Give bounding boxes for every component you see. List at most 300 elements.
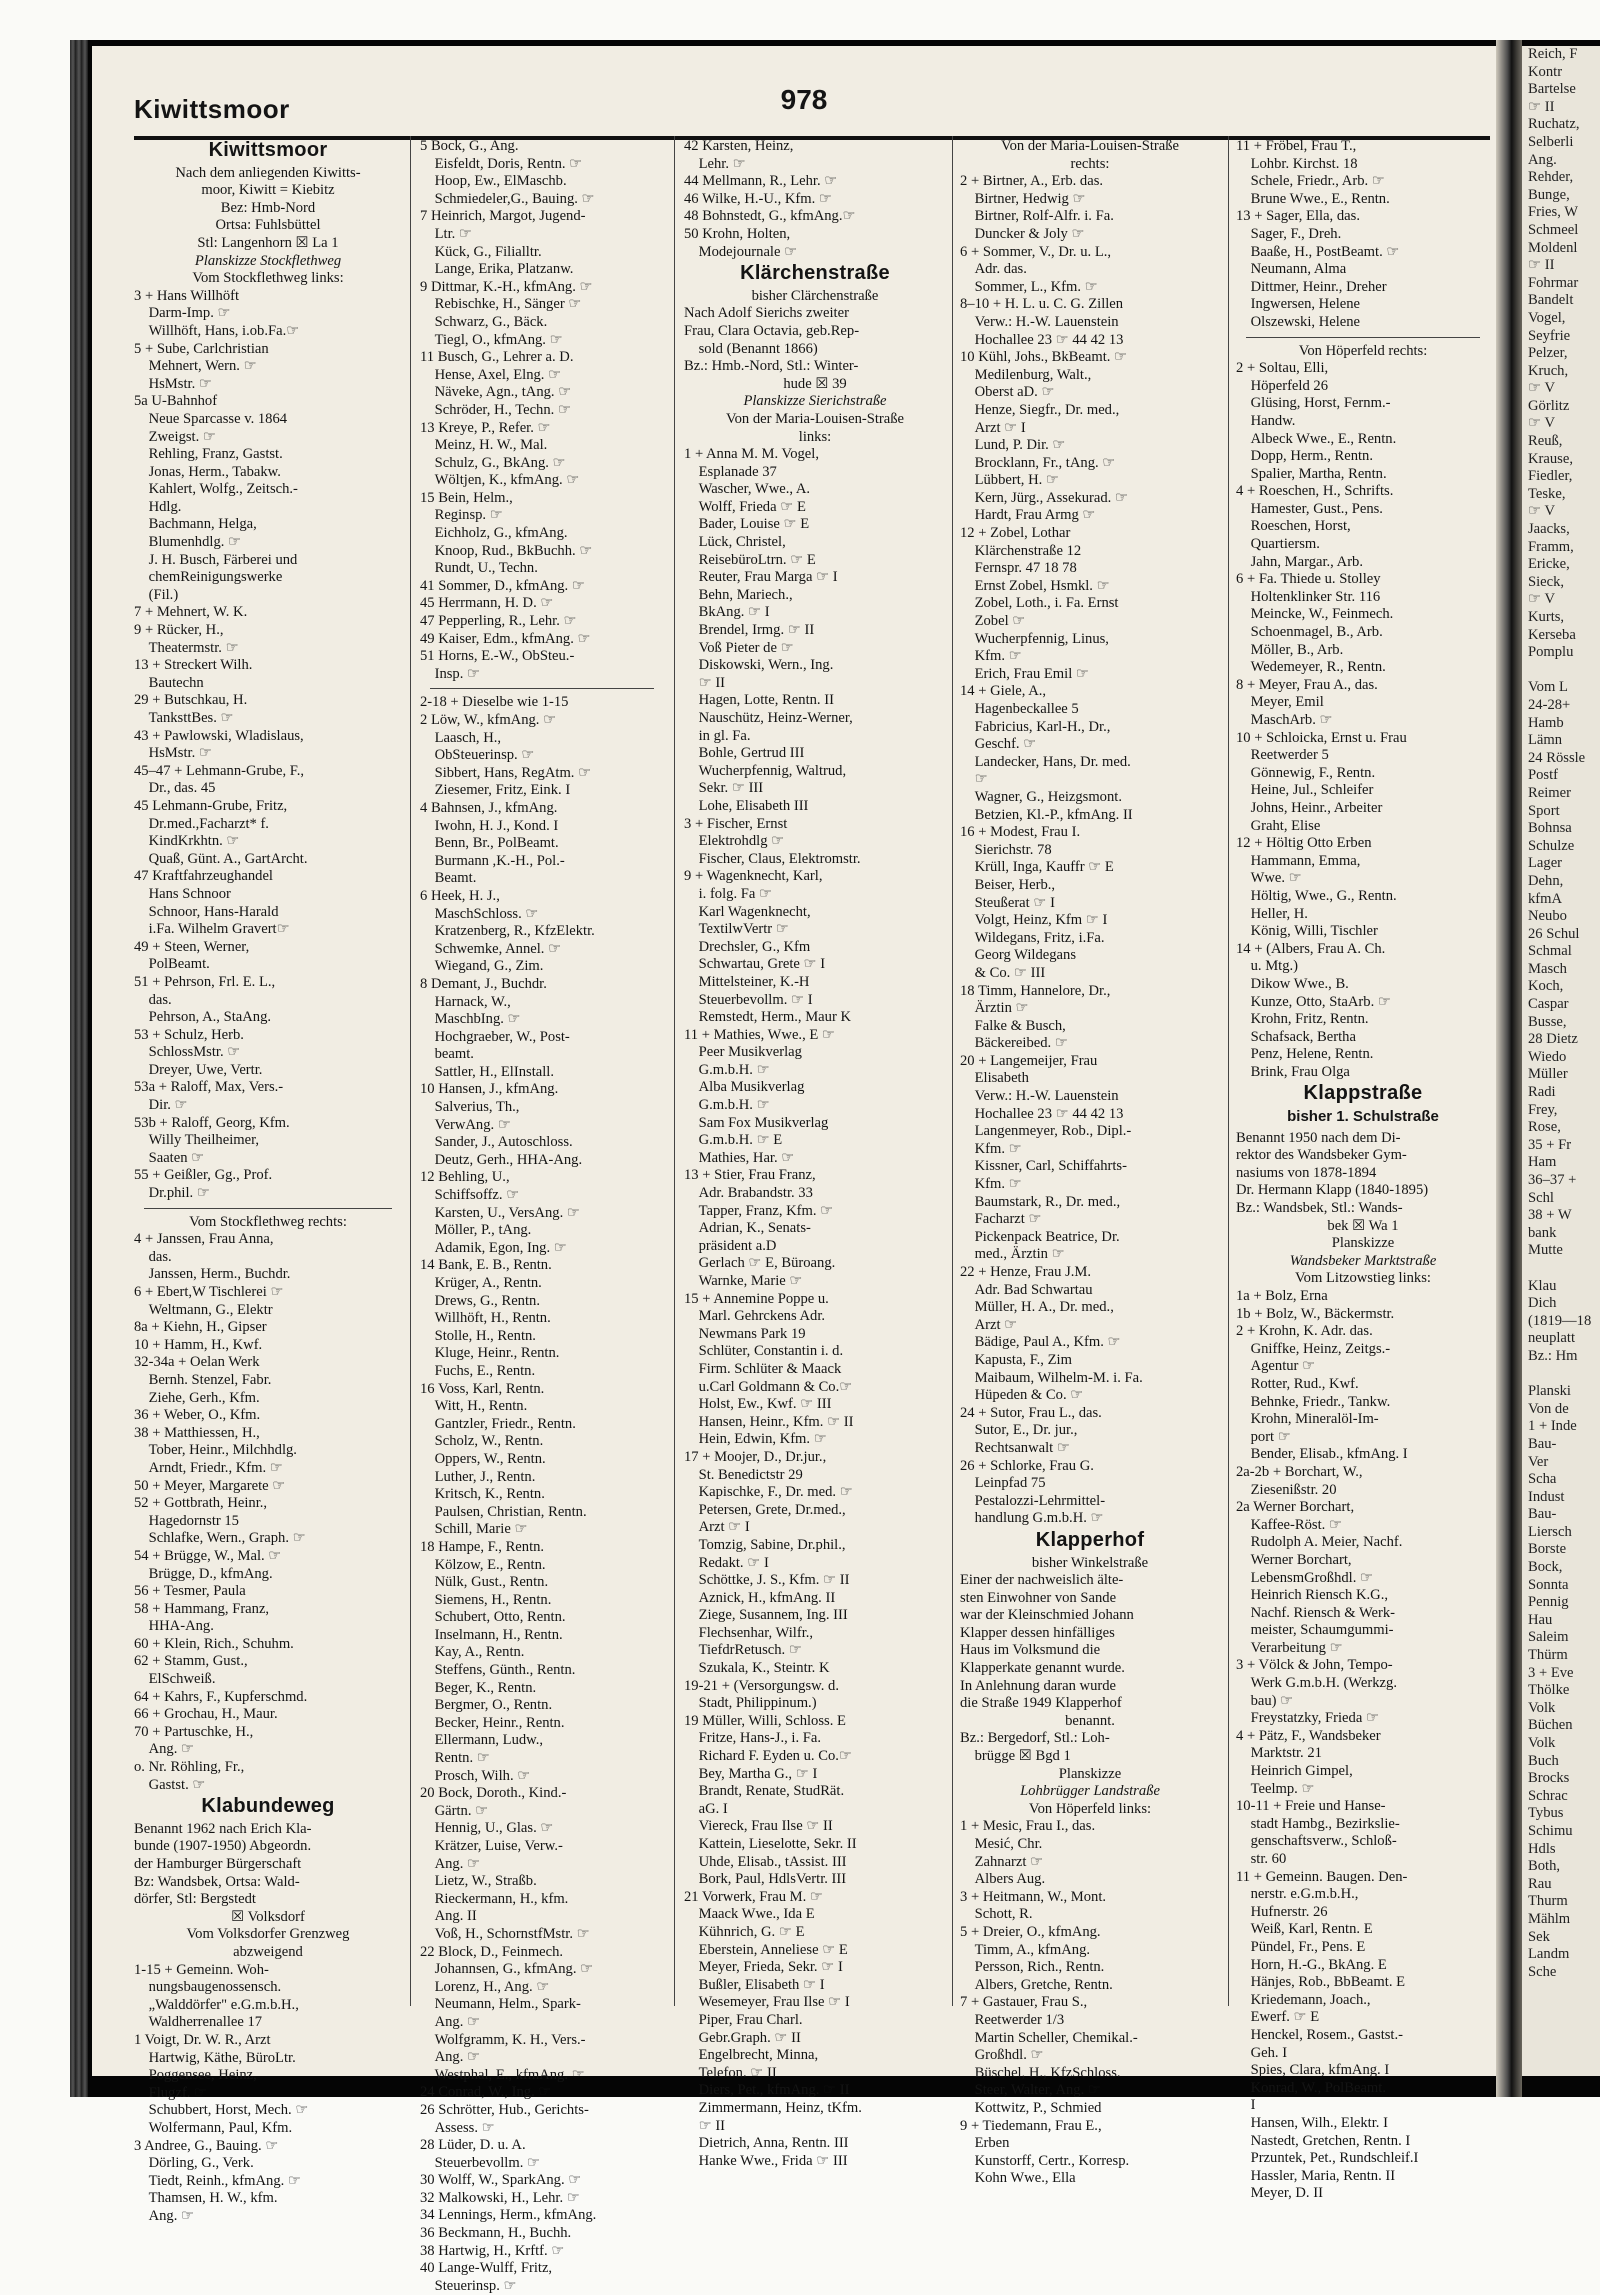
directory-column-4 <box>960 138 1220 2187</box>
directory-entry: o. Nr. Röhling, Fr., <box>134 1759 245 1776</box>
section-note: Von Höperfeld links: <box>1028 1800 1152 1817</box>
directory-entry: 8a + Kiehn, H., Gipser <box>134 1319 267 1336</box>
directory-entry: 42 Karsten, Heinz, <box>684 138 794 154</box>
directory-entry: 38 + Matthiessen, H., <box>134 1424 260 1441</box>
directory-entry: Benn, Br., PolBeamt. <box>420 835 559 852</box>
directory-entry: Martin Scheller, Chemikal.- <box>960 2029 1138 2046</box>
facing-page-fragment: Pelzer, <box>1528 345 1568 362</box>
directory-entry: Falke & Busch, <box>960 1017 1066 1034</box>
directory-column-2 <box>420 138 664 2294</box>
directory-entry: Thamsen, H. W., kfm. <box>134 2190 278 2207</box>
directory-entry: Meincke, W., Feinmech. <box>1236 606 1394 623</box>
directory-entry: Jahn, Margar., Arb. <box>1236 553 1364 570</box>
directory-entry: Adr. Bad Schwartau <box>960 1281 1093 1298</box>
directory-entry: Schöttke, J. S., Kfm. ☞ II <box>684 1572 850 1589</box>
facing-page-fragment: Schl <box>1528 1189 1554 1206</box>
directory-entry: Lund, P. Dir. ☞ <box>960 437 1066 454</box>
directory-entry: Lorenz, H., Ang. ☞ <box>420 1978 550 1995</box>
directory-entry: Steer, Walter, Ang. ☞ <box>960 2082 1101 2099</box>
directory-entry: 44 Mellmann, R., Lehr. ☞ <box>684 173 838 190</box>
directory-entry: 10 + Hamm, H., Kwf. <box>134 1336 263 1353</box>
directory-entry: Reetwerder 1/3 <box>960 2011 1065 2028</box>
directory-entry: Bader, Louise ☞ E <box>684 516 810 533</box>
directory-entry: 3 Andree, G., Bauing. ☞ <box>134 2137 279 2154</box>
facing-page-fragment: Sonnta <box>1528 1576 1569 1593</box>
directory-entry: TanksttBes. ☞ <box>134 710 234 726</box>
directory-entry: das. <box>134 1248 172 1265</box>
directory-entry: 6 Heek, H. J., <box>420 887 500 904</box>
directory-entry: nasiums von 1878-1894 <box>1236 1164 1377 1181</box>
directory-entry: Gerlach ☞ E, Büroang. <box>684 1255 836 1272</box>
plan-reference: Wandsbeker Marktstraße <box>1289 1252 1437 1269</box>
directory-entry: die Straße 1949 Klapperhof <box>960 1695 1122 1712</box>
directory-entry: Richard F. Eyden u. Co.☞ <box>684 1748 852 1765</box>
directory-entry: Saaten ☞ <box>134 1149 205 1166</box>
directory-entry: Bork, Paul, HdlsVertr. III <box>684 1871 847 1888</box>
directory-entry: 8–10 + H. L. u. C. G. Zillen <box>960 296 1124 313</box>
directory-entry: Einer der nachweislich älte- <box>960 1572 1124 1589</box>
directory-entry: Quartiersm. <box>1236 536 1320 553</box>
directory-entry: chemReinigungswerke <box>134 569 283 586</box>
directory-entry: 26 Schrötter, Hub., Gerichts- <box>420 2101 589 2118</box>
street-heading: Klappstraße <box>1303 1082 1423 1105</box>
directory-entry: genschaftsverw., Schloß- <box>1236 1833 1397 1850</box>
directory-entry: Klapperkate genannt wurde. <box>960 1660 1125 1677</box>
directory-entry: Hochallee 23 ☞ 44 42 13 <box>960 331 1124 348</box>
directory-entry: Fuchs, E., Rentn. <box>420 1362 536 1379</box>
directory-entry: Schafsack, Bertha <box>1236 1028 1356 1045</box>
directory-entry: Behn, Mariech., <box>684 586 793 603</box>
facing-page-fragment: Koch, <box>1528 978 1564 995</box>
directory-entry: Ewerf. ☞ E <box>1236 2009 1320 2026</box>
directory-entry: Hufnerstr. 26 <box>1236 1903 1328 1920</box>
facing-page-fragment: Klau <box>1528 1277 1557 1294</box>
directory-entry: In Anlehnung daran wurde <box>960 1677 1117 1694</box>
directory-entry: meister, Schaumgummi- <box>1236 1622 1394 1639</box>
directory-entry: 9 + Tiedemann, Frau E., <box>960 2117 1102 2134</box>
directory-entry: Agentur ☞ <box>1236 1358 1316 1375</box>
directory-entry: Ang. II <box>420 1908 477 1925</box>
directory-entry: Schoenmagel, B., Arb. <box>1236 624 1383 641</box>
directory-entry: Voß, H., SchornstfMstr. ☞ <box>420 1925 590 1942</box>
directory-entry: Kfm. ☞ <box>960 648 1022 665</box>
directory-entry: Birtner, Hedwig ☞ <box>960 190 1086 207</box>
directory-entry: Drechsler, G., Kfm <box>684 938 811 955</box>
directory-entry: 21 Vorwerk, Frau M. ☞ <box>684 1888 824 1905</box>
directory-entry: bau) ☞ <box>1236 1692 1294 1709</box>
directory-entry: Heine, Jul., Schleifer <box>1236 782 1374 799</box>
directory-entry: Betzien, Kl.-P., kfmAng. II <box>960 806 1133 823</box>
directory-entry: Firm. Schlüter & Maack <box>684 1360 842 1377</box>
directory-entry: 19-21 + (Versorgungsw. d. <box>684 1677 839 1694</box>
directory-entry: 5a U-Bahnhof <box>134 393 218 410</box>
directory-entry: Sam Fox Musikverlag <box>684 1114 829 1131</box>
directory-entry: Wolfermann, Paul, Kfm. <box>134 2119 293 2136</box>
directory-entry: Spalier, Martha, Rentn. <box>1236 465 1387 482</box>
directory-entry: aG. I <box>684 1800 728 1817</box>
directory-entry: Stadt, Philippinum.) <box>684 1695 817 1712</box>
directory-entry: Sattler, H., ElInstall. <box>420 1063 554 1080</box>
facing-page-fragment: Teske, <box>1528 485 1566 502</box>
directory-entry: Rechtsanwalt ☞ <box>960 1439 1070 1456</box>
directory-entry: Bz: Wandsbek, Ortsa: Wald- <box>134 1873 300 1890</box>
directory-entry: Beamt. <box>420 870 477 887</box>
directory-entry: 2a Werner Borchart, <box>1236 1499 1355 1516</box>
directory-entry: 11 + Mathies, Wwe., E ☞ <box>684 1026 836 1043</box>
directory-entry: Hammann, Emma, <box>1236 852 1361 869</box>
directory-entry: Persson, Rich., Rentn. <box>960 1959 1105 1976</box>
directory-entry: Wucherpfennig, Linus, <box>960 630 1109 647</box>
directory-entry: Rieckermann, H., kfm. <box>420 1890 569 1907</box>
directory-entry: Werk G.m.b.H. (Werkzg. <box>1236 1675 1397 1692</box>
directory-entry: sold (Benannt 1866) <box>684 340 818 357</box>
directory-entry: Prosch, Wilh. ☞ <box>420 1767 531 1784</box>
directory-entry: Steußerat ☞ I <box>960 894 1055 911</box>
facing-page-fragment: (1819—18 <box>1528 1312 1592 1329</box>
directory-entry: Georg Wildegans <box>960 947 1077 964</box>
facing-page-fragment: ☞ II <box>1528 98 1555 115</box>
facing-page-fragment: Reich, F <box>1528 46 1578 62</box>
directory-entry: Diskowski, Wern., Ing. <box>684 657 834 674</box>
facing-page-fragment: Rau <box>1528 1875 1552 1892</box>
directory-entry: Sommer, L., Kfm. ☞ <box>960 278 1098 295</box>
facing-page-fragment: Lager <box>1528 855 1563 872</box>
directory-entry: (Fil.) <box>134 586 179 603</box>
directory-entry: Volgt, Heinz, Kfm ☞ I <box>960 912 1108 929</box>
directory-entry: 1b + Bolz, W., Bäckermstr. <box>1236 1305 1395 1322</box>
directory-entry: Zweigst. ☞ <box>134 428 216 445</box>
directory-entry: 5 + Dreier, O., kfmAng. <box>960 1923 1101 1940</box>
facing-page-fragment: Hdls <box>1528 1840 1556 1857</box>
directory-entry: 22 + Henze, Frau J.M. <box>960 1264 1092 1280</box>
directory-entry: Albeck Wwe., E., Rentn. <box>1236 430 1397 447</box>
directory-entry: G.m.b.H. ☞ <box>684 1097 770 1114</box>
directory-entry: 8 Demant, J., Buchdr. <box>420 975 547 992</box>
directory-entry: Schmiedeler,G., Bauing. ☞ <box>420 190 595 207</box>
directory-entry: Erben <box>960 2135 1010 2152</box>
directory-entry: Adr. das. <box>960 261 1027 278</box>
facing-page-fragment: ☞ V <box>1528 380 1556 397</box>
directory-entry: Lohbr. Kirchst. 18 <box>1236 155 1358 172</box>
facing-page-fragment: Ericke, <box>1528 556 1570 573</box>
directory-entry: der Hamburger Bürgerschaft <box>134 1856 302 1872</box>
directory-entry: 3 + Heitmann, W., Mont. <box>960 1888 1107 1905</box>
directory-entry: Nülk, Gust., Rentn. <box>420 1574 549 1591</box>
directory-entry: das. <box>134 991 172 1008</box>
directory-entry: Hansen, Heinr., Kfm. ☞ II <box>684 1413 854 1430</box>
directory-entry: brügge ☒ Bgd 1 <box>960 1748 1071 1765</box>
directory-entry: Schubert, Otto, Rentn. <box>420 1609 566 1626</box>
directory-entry: Baumstark, R., Dr. med., <box>960 1193 1121 1210</box>
plan-reference: Planskizze Sierichstraße <box>743 393 887 410</box>
directory-entry: St. Benedictstr 29 <box>684 1466 803 1483</box>
directory-entry: Reuter, Frau Marga ☞ I <box>684 569 838 586</box>
directory-entry: 41 Sommer, D., kfmAng. ☞ <box>420 577 585 594</box>
directory-entry: Gönnewig, F., Rentn. <box>1236 764 1376 781</box>
directory-entry: 2 + Soltau, Elli, <box>1236 360 1329 377</box>
section-note: Vom Litzowstieg links: <box>1295 1270 1431 1287</box>
directory-entry: 45 Herrmann, H. D. ☞ <box>420 595 554 612</box>
directory-entry: Schele, Friedr., Arb. ☞ <box>1236 173 1385 190</box>
directory-entry: Zobel, Loth., i. Fa. Ernst <box>960 595 1119 612</box>
directory-entry: Paulsen, Christian, Rentn. <box>420 1503 587 1520</box>
directory-entry: 62 + Stamm, Gust., <box>134 1653 248 1670</box>
directory-entry: Weiß, Karl, Rentn. E <box>1236 1921 1373 1938</box>
facing-page-fragment: Moldenl <box>1528 239 1578 256</box>
section-note: bek ☒ Wa 1 <box>1327 1217 1399 1234</box>
directory-entry: Benannt 1962 nach Erich Kla- <box>134 1820 312 1837</box>
directory-entry: Dr., das. 45 <box>134 780 216 797</box>
directory-entry: 49 Kaiser, Edm., kfmAng. ☞ <box>420 630 591 647</box>
directory-entry: ReisebüroLtrn. ☞ E <box>684 551 816 568</box>
directory-entry: Lehr. ☞ <box>684 155 746 172</box>
directory-entry: Zobel ☞ <box>960 613 1026 630</box>
section-note: links: <box>798 428 832 445</box>
facing-page-fragment: 36–37 + <box>1528 1172 1577 1188</box>
directory-entry: Mesić, Chr. <box>960 1836 1043 1852</box>
column-divider <box>674 136 675 2006</box>
directory-entry: 1 + Anna M. M. Vogel, <box>684 446 819 463</box>
facing-page-fragment: Buch <box>1528 1752 1559 1769</box>
directory-entry: Arzt ☞ <box>960 1316 1018 1333</box>
directory-entry: Kühnrich, G. ☞ E <box>684 1923 805 1940</box>
directory-entry: präsident a.D <box>684 1237 777 1254</box>
directory-entry: König, Willi, Tischler <box>1236 923 1378 940</box>
facing-page-fragment: ☞ V <box>1528 415 1556 432</box>
directory-entry: 56 + Tesmer, Paula <box>134 1583 246 1600</box>
book-gutter <box>1496 40 1522 2097</box>
facing-page-fragment: Reuß, <box>1528 433 1563 450</box>
directory-entry: nungsbaugenossensch. <box>134 1979 282 1996</box>
section-note: bisher Clärchenstraße <box>751 287 879 304</box>
directory-entry: Willy Theilheimer, <box>134 1132 260 1149</box>
directory-entry: 36 Beckmann, H., Buchh. <box>420 2225 572 2242</box>
directory-entry: Hans Schnoor <box>134 885 231 902</box>
directory-entry: Mittelsteiner, K.-H <box>684 973 810 990</box>
directory-entry: Rundt, U., Techn. <box>420 560 538 577</box>
directory-entry: 8 + Meyer, Frau A., das. <box>1236 676 1378 693</box>
facing-page-fragment: Bau- <box>1528 1435 1557 1452</box>
directory-entry: Neue Sparcasse v. 1864 <box>134 410 288 427</box>
directory-entry: 3 + Hans Willhöft <box>134 287 240 304</box>
facing-page-fragment: Jaacks, <box>1528 521 1570 538</box>
directory-entry: Bachmann, Helga, <box>134 516 257 533</box>
facing-page-fragment: Ang. <box>1528 151 1557 168</box>
directory-entry: Kluge, Heinr., Rentn. <box>420 1345 560 1362</box>
directory-entry: 16 Voss, Karl, Rentn. <box>420 1380 545 1397</box>
facing-page-fragment: kfmA <box>1528 890 1563 907</box>
directory-entry: 3 + Fischer, Ernst <box>684 815 788 832</box>
directory-entry: Dr.phil. ☞ <box>134 1185 210 1202</box>
directory-entry: Schwartau, Grete ☞ I <box>684 956 826 973</box>
column-divider <box>952 136 953 2006</box>
facing-page-fragment: Bohnsa <box>1528 820 1572 837</box>
directory-entry: Eberstein, Anneliese ☞ E <box>684 1941 848 1958</box>
facing-page-fragment: Busse, <box>1528 1013 1567 1030</box>
directory-entry: Krüger, A., Rentn. <box>420 1275 542 1291</box>
directory-entry: MaschArb. ☞ <box>1236 712 1333 728</box>
directory-entry: HsMstr. ☞ <box>134 745 212 762</box>
directory-entry: Ärztin ☞ <box>960 1000 1029 1017</box>
directory-entry: Müller, H. A., Dr. med., <box>960 1299 1114 1316</box>
directory-entry: Klärchenstraße 12 <box>960 542 1082 559</box>
directory-entry: Duncker & Joly ☞ <box>960 225 1085 242</box>
directory-entry: nerstr. e.G.m.b.H., <box>1236 1886 1359 1903</box>
directory-entry: 2a-2b + Borchart, W., <box>1236 1463 1363 1480</box>
directory-entry: Penz, Helene, Rentn. <box>1236 1046 1374 1063</box>
directory-entry: Meyer, D. II <box>1236 2185 1323 2202</box>
facing-page-fragment: Bock, <box>1528 1559 1563 1576</box>
directory-entry: 51 + Pehrson, Frl. E. L., <box>134 973 276 990</box>
directory-entry: Großhdl. ☞ <box>960 2047 1044 2064</box>
facing-page-fragment: Lämn <box>1528 732 1563 749</box>
directory-entry: 60 + Klein, Rich., Schuhm. <box>134 1635 294 1652</box>
directory-entry: Dr.med.,Facharzt* f. <box>134 815 269 832</box>
directory-entry: Lück, Christel, <box>684 534 786 551</box>
directory-entry: u. Mtg.) <box>1236 958 1299 975</box>
directory-entry: Warnke, Marie ☞ <box>684 1273 803 1289</box>
directory-entry: Willhöft, H., Rentn. <box>420 1310 551 1327</box>
directory-entry: Wolfgramm, K. H., Vers.- <box>420 2031 586 2048</box>
directory-entry: Ang. ☞ <box>420 2049 481 2066</box>
directory-entry: Behnke, Friedr., Tankw. <box>1236 1393 1391 1410</box>
street-heading: Klabundeweg <box>201 1795 335 1818</box>
directory-entry: TiefdrRetusch. ☞ <box>684 1642 802 1659</box>
directory-entry: 15 + Annemine Poppe u. <box>684 1290 829 1307</box>
directory-entry: Kaffee-Röst. ☞ <box>1236 1516 1343 1533</box>
directory-entry: Burmann ,K.-H., Pol.- <box>420 852 565 869</box>
directory-entry: Geschf. ☞ <box>960 736 1037 753</box>
directory-column-1 <box>134 138 402 2224</box>
directory-entry: Verarbeitung ☞ <box>1236 1639 1343 1656</box>
directory-entry: Olszewski, Helene <box>1236 313 1361 330</box>
directory-entry: Werner Borchart, <box>1236 1551 1352 1568</box>
directory-entry: Timm, A., kfmAng. <box>960 1941 1091 1958</box>
facing-page-fragment: Von de <box>1528 1400 1569 1417</box>
directory-entry: Facharzt ☞ <box>960 1211 1042 1228</box>
facing-page-fragment: 28 Dietz <box>1528 1031 1578 1048</box>
directory-entry: 18 Hampe, F., Rentn. <box>420 1538 545 1555</box>
directory-entry: Dietrich, Anna, Rentn. III <box>684 2135 849 2152</box>
directory-entry: Baaße, H., PostBeamt. ☞ <box>1236 243 1400 260</box>
directory-entry: 7 + Gastauer, Frau S., <box>960 1994 1088 2011</box>
section-note: Stl: Langenhorn ☒ La 1 <box>197 234 339 251</box>
directory-entry: 51 Horns, E.-W., ObSteu.- <box>420 648 575 665</box>
facing-page-fragment: Hamb <box>1528 714 1564 731</box>
directory-entry: Kfm. ☞ <box>960 1176 1022 1193</box>
directory-entry: 13 Kreye, P., Refer. ☞ <box>420 419 551 436</box>
running-title: Kiwittsmoor <box>134 94 290 124</box>
facing-page-fragment: Ham <box>1528 1154 1557 1171</box>
directory-entry: Ang. ☞ <box>420 1855 481 1872</box>
directory-entry: Schnoor, Hans-Harald <box>134 903 279 920</box>
directory-entry: Sutor, E., Dr. jur., <box>960 1422 1078 1439</box>
facing-page-fragment <box>1522 1366 1600 1384</box>
directory-entry: Bergmer, O., Rentn. <box>420 1697 553 1714</box>
directory-entry: 14 + (Albers, Frau A. Ch. <box>1236 940 1386 957</box>
directory-entry: 22 Block, D., Feinmech. <box>420 1943 564 1960</box>
facing-page-fragment: Pomplu <box>1528 644 1574 661</box>
directory-entry: Fritze, Hans-J., i. Fa. <box>684 1730 822 1747</box>
directory-entry: Krüll, Inga, Kauffr ☞ E <box>960 859 1114 876</box>
facing-page-fragment: Thurm <box>1528 1893 1568 1910</box>
directory-entry: Ziesenißstr. 20 <box>1236 1481 1337 1498</box>
section-rule <box>430 688 654 689</box>
directory-entry: Hagen, Lotte, Rentn. II <box>684 692 834 709</box>
directory-entry: Uhde, Elisab., tAssist. III <box>684 1853 847 1870</box>
directory-entry: Alba Musikverlag <box>684 1079 805 1096</box>
facing-page-fragment: Wiedo <box>1528 1048 1567 1065</box>
facing-page-fragment: Bartelse <box>1528 81 1576 98</box>
facing-page-fragment: Büchen <box>1528 1717 1573 1734</box>
facing-page-fragment: Schulze <box>1528 837 1575 854</box>
directory-entry: Neumann, Helm., Spark- <box>420 1996 581 2013</box>
directory-entry: BkAng. ☞ I <box>684 604 770 621</box>
directory-entry: 32-34a + Oelan Werk <box>134 1354 260 1371</box>
directory-entry: Schlüter, Constantin i. d. <box>684 1343 844 1360</box>
section-note: hude ☒ 39 <box>783 375 847 392</box>
section-note: Vom Stockflethweg rechts: <box>189 1213 347 1230</box>
directory-entry: Kay, A., Rentn. <box>420 1644 525 1661</box>
directory-entry: & Co. ☞ III <box>960 964 1046 981</box>
directory-entry: Peer Musikverlag <box>684 1044 802 1061</box>
directory-column-3 <box>684 138 946 2169</box>
directory-entry: Hein, Edwin, Kfm. ☞ <box>684 1431 827 1448</box>
directory-entry: Deutz, Gerh., HHA-Ang. <box>420 1151 583 1168</box>
section-rule <box>144 1208 392 1209</box>
directory-entry: Gantzler, Friedr., Rentn. <box>420 1415 576 1432</box>
directory-entry: MaschSchloss. ☞ <box>420 905 539 922</box>
directory-entry: Diers, Pet., kfmAng. ☞ II <box>684 2082 850 2099</box>
facing-page-fragment: ☞ V <box>1528 591 1556 608</box>
section-note: Vom Stockflethweg links: <box>192 270 344 287</box>
directory-entry: 6 + Sommer, V., Dr. u. L., <box>960 243 1112 260</box>
facing-page-fragment: Mutte <box>1528 1242 1563 1259</box>
directory-entry: Adamik, Egon, Ing. ☞ <box>420 1239 567 1256</box>
facing-page-fragment: Scha <box>1528 1471 1557 1488</box>
directory-entry: Szukala, K., Steintr. K <box>684 1660 830 1677</box>
directory-entry: med., Ärztin ☞ <box>960 1246 1065 1263</box>
facing-page-fragment: Mählm <box>1528 1910 1571 1927</box>
facing-page-fragment: Rehder, <box>1528 169 1574 186</box>
facing-page-fragment: Both, <box>1528 1858 1561 1875</box>
section-note: rechts: <box>1070 155 1110 172</box>
directory-entry: Hartwig, Käthe, BüroLtr. <box>134 2049 296 2066</box>
directory-entry: Gärtn. ☞ <box>420 1802 489 1819</box>
directory-entry: Holst, Ew., Kwf. ☞ III <box>684 1396 832 1413</box>
facing-page-fragment: Reimer <box>1528 784 1571 801</box>
directory-entry: 12 Behling, U., <box>420 1169 510 1186</box>
directory-entry: 4 + Janssen, Frau Anna, <box>134 1231 274 1248</box>
directory-entry: 5 + Sube, Carlchristian <box>134 340 269 357</box>
directory-entry: Kritsch, K., Rentn. <box>420 1486 545 1503</box>
directory-entry: 28 Lüder, D. u. A. <box>420 2137 526 2154</box>
directory-entry: Geh. I <box>1236 2044 1288 2061</box>
directory-entry: Bernh. Stenzel, Fabr. <box>134 1371 272 1388</box>
directory-entry: Horn, H.-G., BkAng. E <box>1236 1956 1387 1973</box>
facing-page-fragment: Schmal <box>1528 943 1572 960</box>
directory-entry: Laasch, H., <box>420 729 502 746</box>
facing-page-fragment: Selberli <box>1528 133 1574 150</box>
directory-entry: Kottwitz, P., Schmied <box>960 2099 1102 2116</box>
directory-entry: Arzt ☞ I <box>684 1519 750 1536</box>
directory-entry: 70 + Partuschke, H., <box>134 1723 254 1740</box>
directory-entry: Kunstorff, Certr., Korresp. <box>960 2152 1130 2169</box>
directory-entry: Benannt 1950 nach dem Di- <box>1236 1129 1401 1146</box>
directory-entry: Eichholz, G., kfmAng. <box>420 525 568 542</box>
directory-entry: ElSchweiß. <box>134 1671 216 1688</box>
directory-entry: Schiffsoffz. ☞ <box>420 1187 520 1204</box>
